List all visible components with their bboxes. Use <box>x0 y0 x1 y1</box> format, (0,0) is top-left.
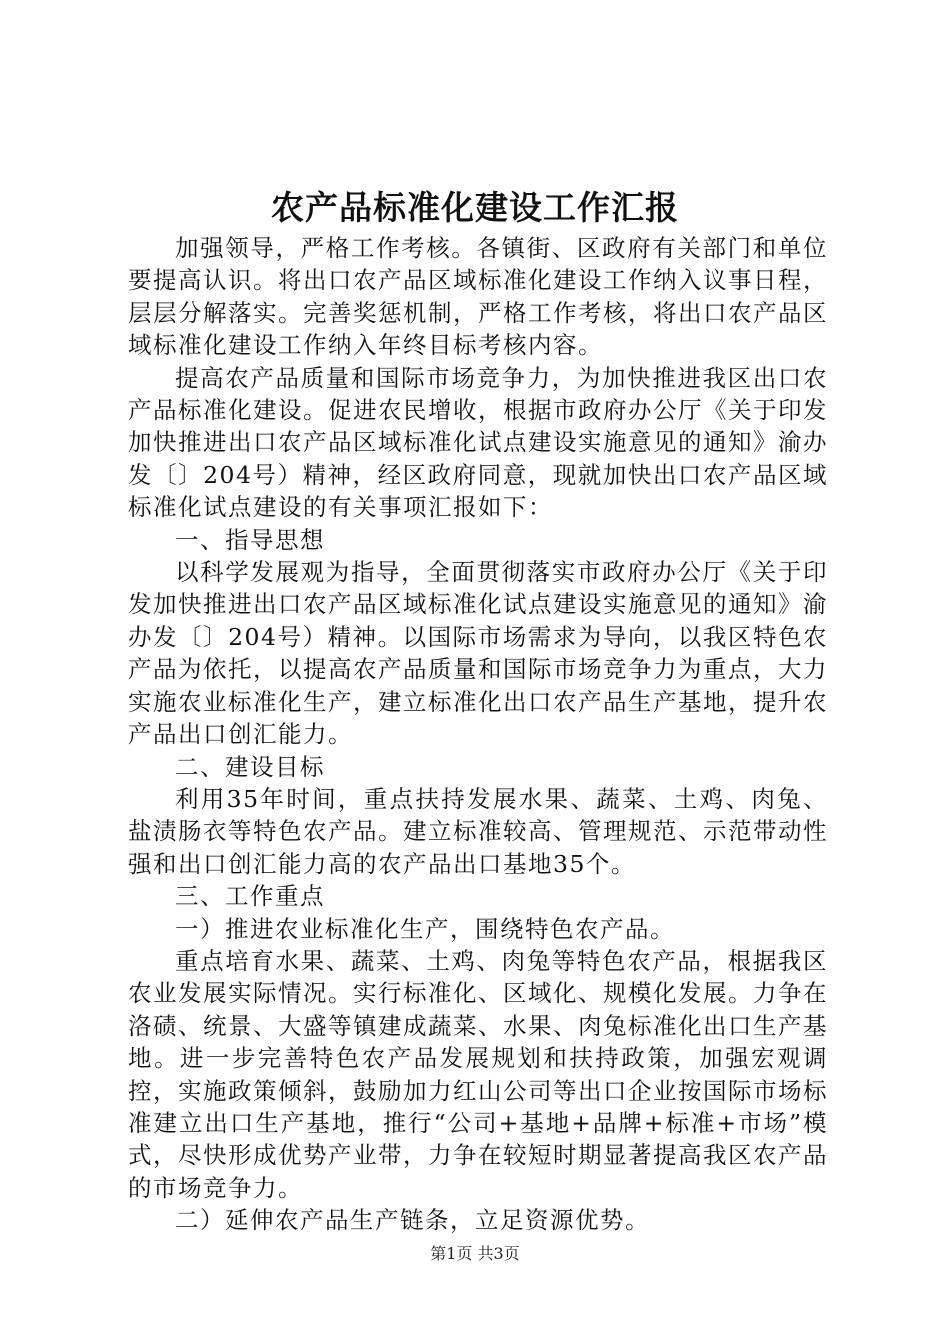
paragraph: 重点培育水果、蔬菜、土鸡、肉兔等特色农产品，根据我区农业发展实际情况。实行标准化、区域化、规模化发展。力争在洛碛、统景、大盛等镇建成蔬菜、水果、肉兔标准化出口生产基地。进一步完善特色农产品发展规划和扶持政策，加强宏观调控，实施政策倾斜，鼓励加力红山公司等出口企业按国际市场标准建立出口生产基地，推行“公司+基地+品牌+标准+市场”模式，尽快形成优势产业带，力争在较短时期显著提高我区农产品的市场竞争力。 <box>128 946 828 1202</box>
subsection-heading: 二）延伸农产品生产链条，立足资源优势。 <box>175 1206 650 1235</box>
page-footer: 第1页 共3页 <box>430 1244 520 1263</box>
paragraph: 以科学发展观为指导，全面贯彻落实市政府办公厅《关于印发加快推进出口农产品区域标准化试点建设实施意见的通知》渝办发〔〕204号）精神。以国际市场需求为导向，以我区特色农产品为依托，以提高农产品质量和国际市场竞争力为重点，大力实施农业标准化生产，建立标准化出口农产品生产基地，提升农产品出口创汇能力。 <box>128 558 828 749</box>
section-heading: 三、工作重点 <box>175 882 325 911</box>
document-body <box>128 232 828 1237</box>
paragraph: 加强领导，严格工作考核。各镇街、区政府有关部门和单位要提高认识。将出口农产品区域标准化建设工作纳入议事日程，层层分解落实。完善奖惩机制，严格工作考核，将出口农产品区域标准化建设工作纳入年终目标考核内容。 <box>128 234 828 360</box>
paragraph: 利用35年时间，重点扶持发展水果、蔬菜、土鸡、肉兔、盐渍肠衣等特色农产品。建立标准较高、管理规范、示范带动性强和出口创汇能力高的农产品出口基地35个。 <box>128 784 828 878</box>
section-heading: 二、建设目标 <box>175 752 325 781</box>
subsection-heading: 一）推进农业标准化生产，围绕特色农产品。 <box>175 914 675 943</box>
document-title: 农产品标准化建设工作汇报 <box>271 188 679 227</box>
paragraph: 提高农产品质量和国际市场竞争力，为加快推进我区出口农产品标准化建设。促进农民增收，根据市政府办公厅《关于印发加快推进出口农产品区域标准化试点建设实施意见的通知》渝办发〔〕204号）精神，经区政府同意，现就加快出口农产品区域标准化试点建设的有关事项汇报如下： <box>128 363 828 522</box>
section-heading: 一、指导思想 <box>175 525 325 554</box>
